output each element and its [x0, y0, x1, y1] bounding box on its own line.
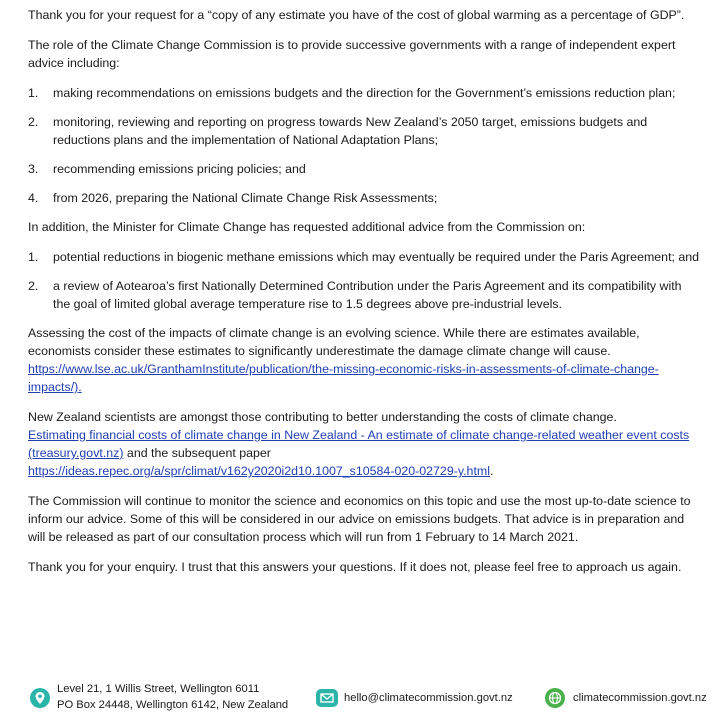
- minister-list: [28, 248, 700, 313]
- repec-link[interactable]: https://ideas.repec.org/a/spr/climat/v162y2020i2d10.1007_s10584-020-02729-y.html: [28, 464, 490, 478]
- list-item: 1. potential reductions in biogenic methane emissions which may eventually be required under the Paris Agreement; and: [28, 250, 700, 264]
- address-line-1: Level 21, 1 Willis Street, Wellington 6011: [57, 683, 260, 695]
- treasury-link[interactable]: Estimating financial costs of climate change in New Zealand - An estimate of climate change-related weather event costs (treasury.govt.nz): [28, 428, 690, 460]
- closing-paragraph: Thank you for your enquiry. I trust that this answers your questions. If it does not, please feel free to approach us again.: [28, 560, 682, 574]
- footer-website-link[interactable]: climatecommission.govt.nz: [573, 692, 707, 704]
- list-item: 4. from 2026, preparing the National Climate Change Risk Assessments;: [28, 191, 438, 205]
- list-item: 2. monitoring, reviewing and reporting on progress towards New Zealand’s 2050 target, emissions budgets and reductions plans and the implementation of National Adaptation Plans;: [28, 115, 648, 147]
- address-line-2: PO Box 24448, Wellington 6142, New Zealand: [57, 699, 289, 711]
- lse-link[interactable]: https://www.lse.ac.uk/GranthamInstitute/publication/the-missing-economic-risks-in-assessments-of-climate-change-impacts/).: [28, 362, 659, 394]
- assessing-text: Assessing the cost of the impacts of climate change is an evolving science. While there are estimates available, economists consider these estimates to significantly underestimate the damage climate change will cause.: [28, 326, 640, 358]
- repec-link-tail: .: [489, 464, 494, 478]
- letter-footer: [0, 680, 719, 716]
- role-intro-paragraph: The role of the Climate Change Commission is to provide successive governments with a range of independent expert advice including:: [28, 38, 676, 70]
- footer-address: [57, 681, 288, 713]
- commission-paragraph: The Commission will continue to monitor the science and economics on this topic and use the most up-to-date science to inform our advice. Some of this will be considered in our advice on emissions budgets. That advice is in preparation and will be released as part of our consultation process which will run from 1 February to 14 March 2021.: [28, 494, 691, 544]
- list-item: 1. making recommendations on emissions budgets and the direction for the Government’s emissions reduction plan;: [28, 86, 676, 100]
- minister-intro-paragraph: In addition, the Minister for Climate Change has requested additional advice from the Commission on:: [28, 220, 586, 234]
- intro-paragraph: Thank you for your request for a “copy of any estimate you have of the cost of global warming as a percentage of GDP”.: [28, 8, 685, 22]
- location-pin-icon: [30, 688, 50, 708]
- envelope-icon: [316, 689, 338, 707]
- list-item: 3. recommending emissions pricing policies; and: [28, 162, 306, 176]
- nz-scientists-text: New Zealand scientists are amongst those contributing to better understanding the costs of climate change.: [28, 410, 617, 424]
- subsequent-paper-text: and the subsequent paper: [123, 446, 271, 460]
- globe-icon: [545, 688, 565, 708]
- role-list: [28, 84, 700, 207]
- list-item: 2. a review of Aotearoa’s first Nationally Determined Contribution under the Paris Agreement and its compatibility with the goal of limited global average temperature rise to 1.5 degrees above pre-industrial levels.: [28, 279, 682, 311]
- nz-scientists-paragraph: [28, 408, 700, 480]
- letter-body: [28, 6, 700, 588]
- footer-email-link[interactable]: hello@climatecommission.govt.nz: [344, 692, 513, 704]
- assessing-paragraph: [28, 324, 700, 396]
